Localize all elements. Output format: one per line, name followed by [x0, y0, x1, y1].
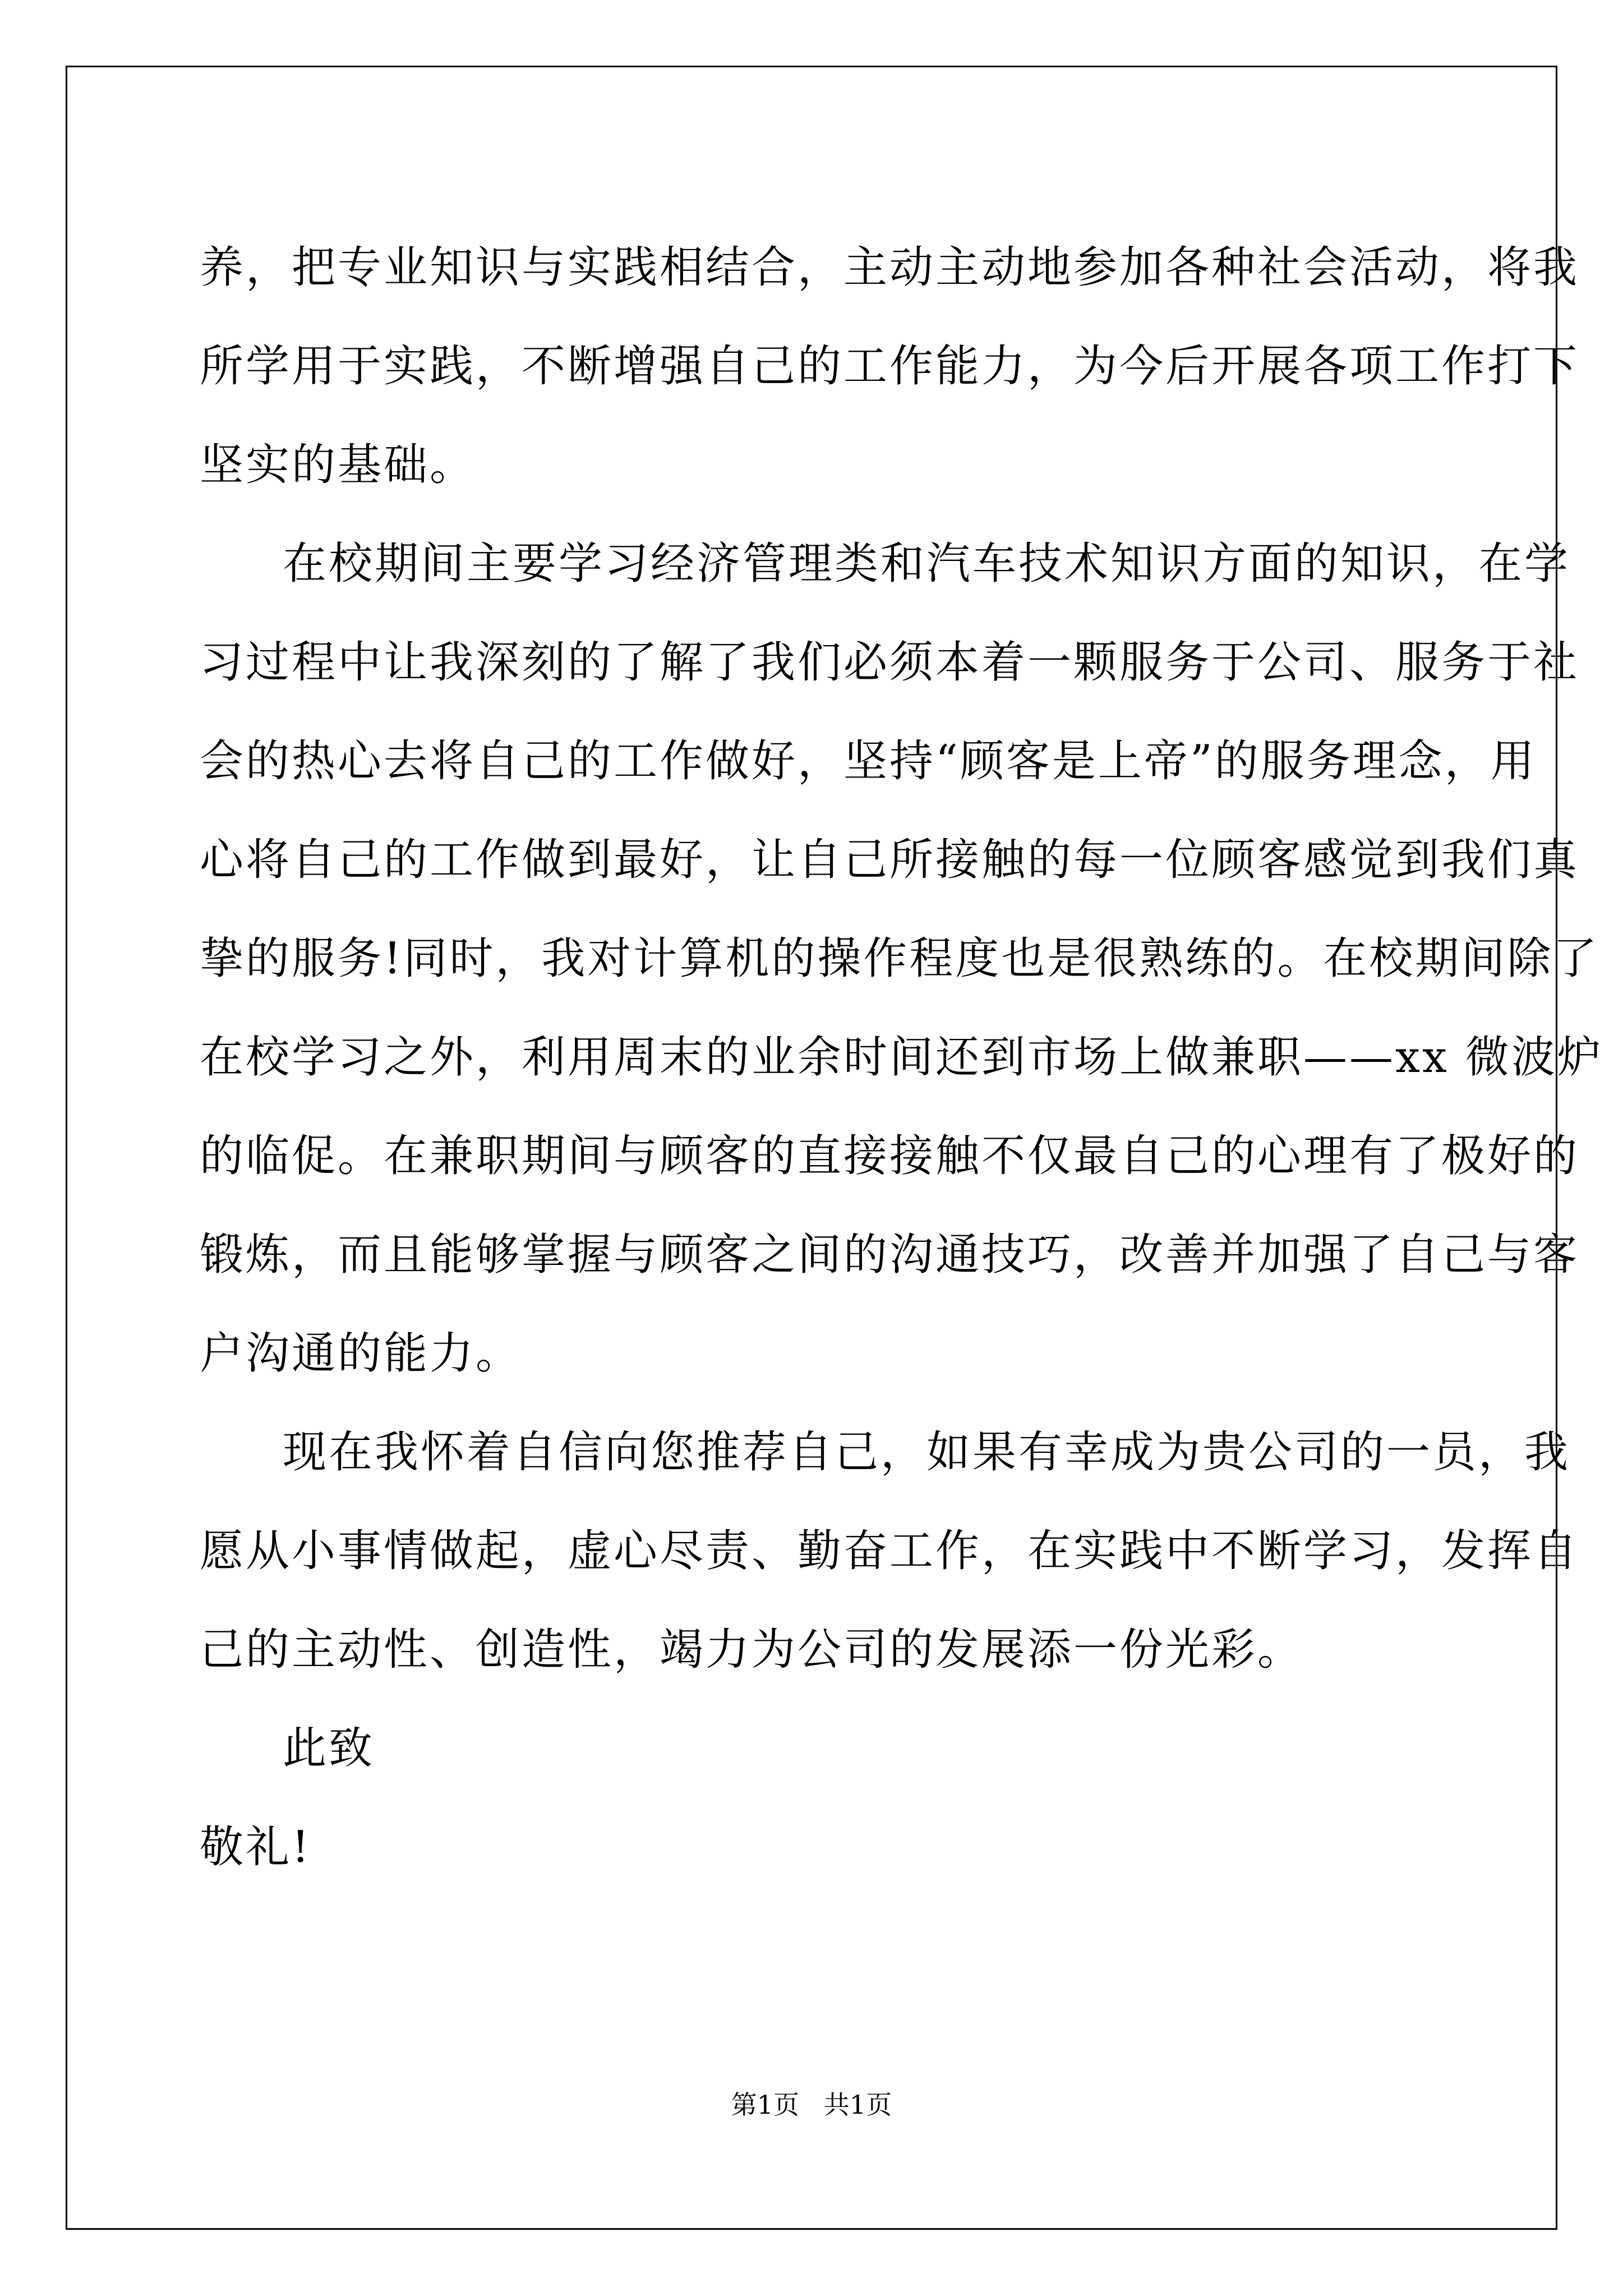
text-line: 养，把专业知识与实践相结合，主动主动地参加各种社会活动，将我 [200, 242, 1580, 293]
paragraph-start-line: 在校期间主要学习经济管理类和汽车技术知识方面的知识，在学 [283, 539, 1571, 589]
page-number-footer: 第1页 共1页 [731, 2090, 892, 2120]
text-line: 习过程中让我深刻的了解了我们必须本着一颗服务于公司、服务于社 [200, 637, 1580, 688]
text-line: 的临促。在兼职期间与顾客的直接接触不仅最自己的心理有了极好的 [200, 1131, 1580, 1181]
text-line: 在校学习之外，利用周末的业余时间还到市场上做兼职——xx 微波炉 [200, 1032, 1603, 1083]
paragraph-start-line: 现在我怀着自信向您推荐自己，如果有幸成为贵公司的一员，我 [283, 1427, 1571, 1478]
text-line: 愿从小事情做起，虚心尽责、勤奋工作，在实践中不断学习，发挥自 [200, 1526, 1580, 1576]
text-line: 会的热心去将自己的工作做好，坚持“顾客是上帝”的服务理念，用 [200, 736, 1537, 786]
text-line: 挚的服务!同时，我对计算机的操作程度也是很熟练的。在校期间除了 [200, 933, 1599, 984]
closing-line: 此致 [283, 1723, 375, 1774]
text-line: 坚实的基础。 [200, 440, 476, 490]
text-line: 所学用于实践，不断增强自己的工作能力，为今后开展各项工作打下 [200, 341, 1580, 392]
text-line: 户沟通的能力。 [200, 1328, 522, 1379]
salutation-line: 敬礼! [200, 1822, 312, 1872]
text-line: 心将自己的工作做到最好，让自己所接触的每一位顾客感觉到我们真 [200, 835, 1580, 885]
letter-body [200, 218, 1603, 1897]
text-line: 锻炼，而且能够掌握与顾客之间的沟通技巧，改善并加强了自己与客 [200, 1230, 1580, 1280]
text-line: 己的主动性、创造性，竭力为公司的发展添一份光彩。 [200, 1625, 1304, 1675]
